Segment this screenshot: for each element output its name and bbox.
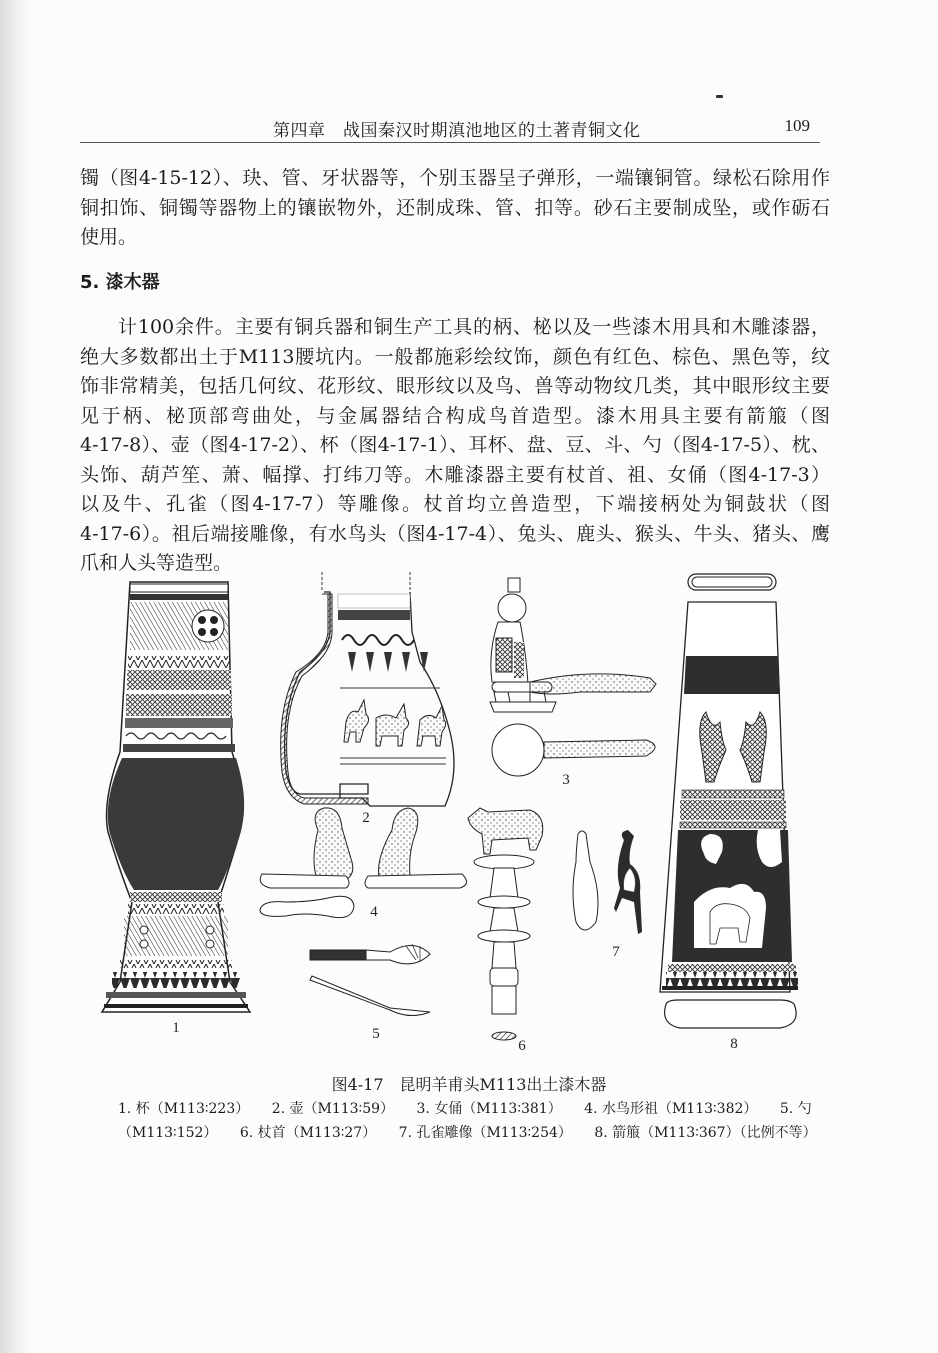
text-line: 4-17-6）。祖后端接雕像，有水鸟头（图4-17-4）、兔头、鹿头、猴头、牛头、猪头、鹰 <box>80 522 830 545</box>
figure-label-5: 5 <box>372 1026 380 1042</box>
text-line: 使用。 <box>80 226 138 248</box>
illustration-jar <box>281 572 454 806</box>
figure-label-8: 8 <box>730 1036 738 1052</box>
header-rule <box>80 142 820 143</box>
text-line: 见于柄、柲顶部弯曲处，与金属器结合构成鸟首造型。漆木用具主要有箭箙（图 <box>80 404 830 427</box>
caption-item: 7. 孔雀雕像（M113∶254） <box>398 1125 572 1141</box>
illustration-ladle <box>310 944 430 1016</box>
caption-item: 3. 女俑（M113∶381） <box>416 1101 562 1117</box>
text-line: 铜扣饰、铜镯等器物上的镶嵌物外，还制成珠、管、扣等。砂石主要制成坠，或作砺石 <box>80 196 830 219</box>
section-heading: 5. 漆木器 <box>80 272 160 293</box>
caption-line <box>118 1121 818 1145</box>
illustration-figurine <box>490 578 656 776</box>
caption-item: 5. 勺 <box>779 1101 812 1117</box>
caption-item: 6. 杖首（M113∶27） <box>239 1125 377 1141</box>
chapter-title: 第四章 战国秦汉时期滇池地区的土著青铜文化 <box>273 121 641 141</box>
caption-item: 2. 壶（M113∶59） <box>271 1101 395 1117</box>
figure-label-2: 2 <box>362 810 370 826</box>
figure-caption-title: 图4-17 昆明羊甫头M113出土漆木器 <box>331 1075 607 1094</box>
text-line: 镯（图4-15-12）、玦、管、牙状器等，个别玉器呈子弹形，一端镶铜管。绿松石除用作 <box>80 167 830 189</box>
caption-item: （M113∶152） <box>118 1125 218 1141</box>
figure-label-4: 4 <box>370 904 378 920</box>
figure-label-1: 1 <box>172 1020 180 1036</box>
illustration-cup <box>102 582 250 1012</box>
text-line: 绝大多数都出土于M113腰坑内。一般都施彩绘纹饰，颜色有红色、棕色、黑色等，纹 <box>80 345 830 368</box>
figure-4-17 <box>90 572 850 1062</box>
scan-speck <box>716 95 723 98</box>
illustration-peacock <box>573 830 642 934</box>
figure-label-7: 7 <box>612 944 620 960</box>
caption-item: 4. 水鸟形祖（M113∶382） <box>584 1101 758 1117</box>
figure-label-6: 6 <box>518 1038 526 1054</box>
text-line: 4-17-8）、壶（图4-17-2）、杯（图4-17-1）、耳杯、盘、豆、斗、勺（图4-17-5）、枕、 <box>80 434 830 456</box>
caption-item: 8. 箭箙（M113∶367）（比例不等） <box>594 1125 817 1141</box>
text-line: 饰非常精美，包括几何纹、花形纹、眼形纹以及鸟、兽等动物纹几类，其中眼形纹主要 <box>80 375 830 397</box>
paragraph-1 <box>80 164 830 253</box>
illustration-staff-head <box>468 808 543 1040</box>
text-line: 头饰、葫芦笙、萧、幅撑、打纬刀等。木雕漆器主要有杖首、祖、女俑（图4-17-3） <box>80 463 830 486</box>
text-line: 以及牛、孔雀（图4-17-7）等雕像。杖首均立兽造型，下端接柄处为铜鼓状（图 <box>80 493 830 515</box>
illustration-quiver <box>660 574 798 1028</box>
running-head <box>80 112 820 142</box>
page-number: 109 <box>784 116 810 135</box>
paragraph-2 <box>80 313 830 579</box>
text-line: 爪和人头等造型。 <box>80 552 233 574</box>
figure-label-3: 3 <box>562 772 570 788</box>
caption-item: 1. 杯（M113∶223） <box>118 1101 250 1117</box>
figure-caption-items <box>118 1097 818 1145</box>
text-line: 计100余件。主要有铜兵器和铜生产工具的柄、柲以及一些漆木用具和木雕漆器， <box>118 316 830 338</box>
caption-line <box>118 1097 818 1121</box>
page-gutter-shadow <box>0 0 32 1353</box>
